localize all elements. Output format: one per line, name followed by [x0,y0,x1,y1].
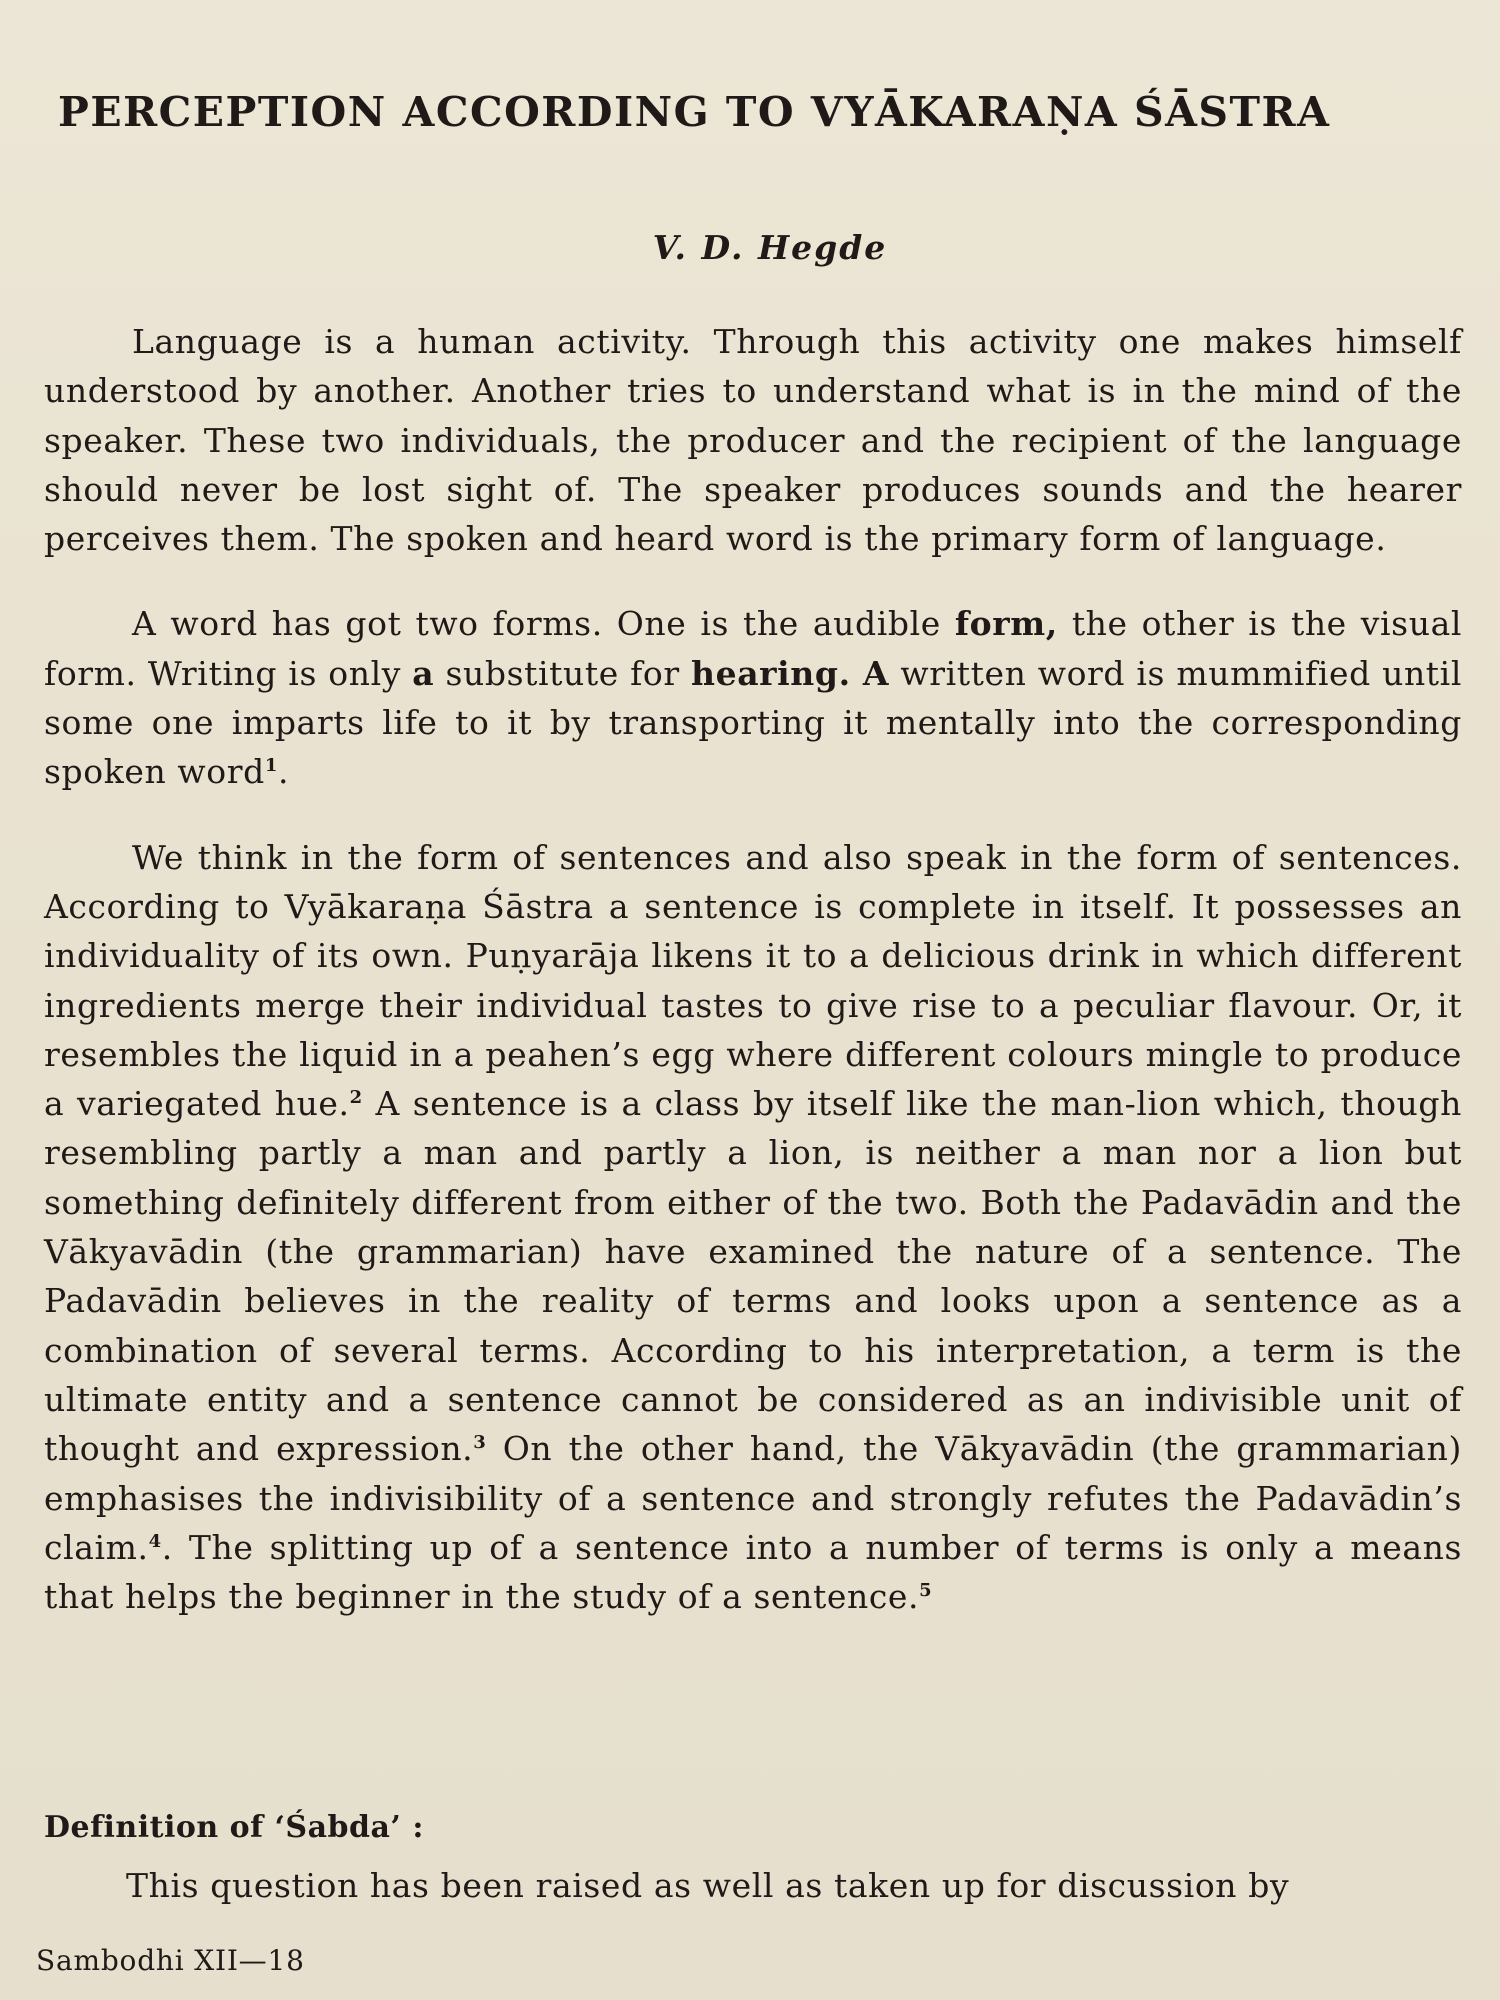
article-title: PERCEPTION ACCORDING TO VYĀKARAṆA ŚĀSTRA [58,88,1331,136]
paragraph [44,317,1462,563]
journal-footer: Sambodhi XII—18 [36,1944,305,1977]
paragraph-text: A word has got two forms. One is the audible [132,604,955,644]
paragraph-text: written word is mummified until some one imparts life to it by transporting it mentally into the corresponding spoken word [44,653,1462,792]
footnote-ref: 4 [148,1530,162,1552]
paragraph-text: A sentence is a class by itself like the man-lion which, though resembling partly a man and partly a lion, is neither a man nor a lion but something definitely different from either of the two. Both the Padavādin and the Vākyavādin (the grammarian) have examined the nature of a sentence. The Padavādin believes in the reality of terms and looks upon a sentence as a combination of several terms. According to his interpretation, a term is the ultimate entity and a sentence cannot be considered as an indivisible unit of thought and expression. [44,1084,1462,1469]
article-author: V. D. Hegde [652,228,888,267]
paragraph-text: . [277,752,290,792]
section-heading: Definition of ‘Śabda’ : [44,1810,424,1845]
paragraph-text: Language is a human activity. Through this activity one makes himself understood by another. Another tries to understand what is in the mind of the speaker. These two individuals, the producer and the recipient of the language should never be lost sight of. The speaker produces sounds and the hearer perceives them. The spoken and heard word is the primary form of language. [44,322,1462,559]
paragraph-text-bold: hearing. A [691,653,890,693]
paragraph [44,833,1462,1622]
closing-line: This question has been raised as well as taken up for discussion by [126,1866,1290,1905]
paragraph-text-bold: a [412,653,435,693]
paragraph-text: the other is the visual form. Writing is only [44,604,1462,693]
footnote-ref: 2 [349,1087,363,1109]
paragraph-text-bold: form, [954,604,1058,644]
footnote-ref: 3 [473,1432,487,1454]
article-body [44,317,1462,1621]
footnote-ref: 5 [919,1580,933,1602]
paragraph-text: We think in the form of sentences and also speak in the form of sentences. According to Vyākaraṇa Śāstra a sentence is complete in itself. It possesses an individuality of its own. Puṇyarāja likens it to a delicious drink in which different ingredients merge their individual tastes to give rise to a peculiar flavour. Or, it resembles the liquid in a peahen’s egg where different colours mingle to produce a variegated hue. [44,837,1462,1124]
paragraph [44,599,1462,796]
footnote-ref: 1 [264,755,278,777]
paragraph-text: substitute for [434,653,692,693]
paragraph-text: . The splitting up of a sentence into a number of terms is only a means that helps the beginner in the study of a sentence. [44,1527,1462,1617]
paragraph-text: On the other hand, the Vākyavādin (the grammarian) emphasises the indivisibility of a sentence and strongly refutes the Padavādin’s claim. [44,1429,1462,1567]
